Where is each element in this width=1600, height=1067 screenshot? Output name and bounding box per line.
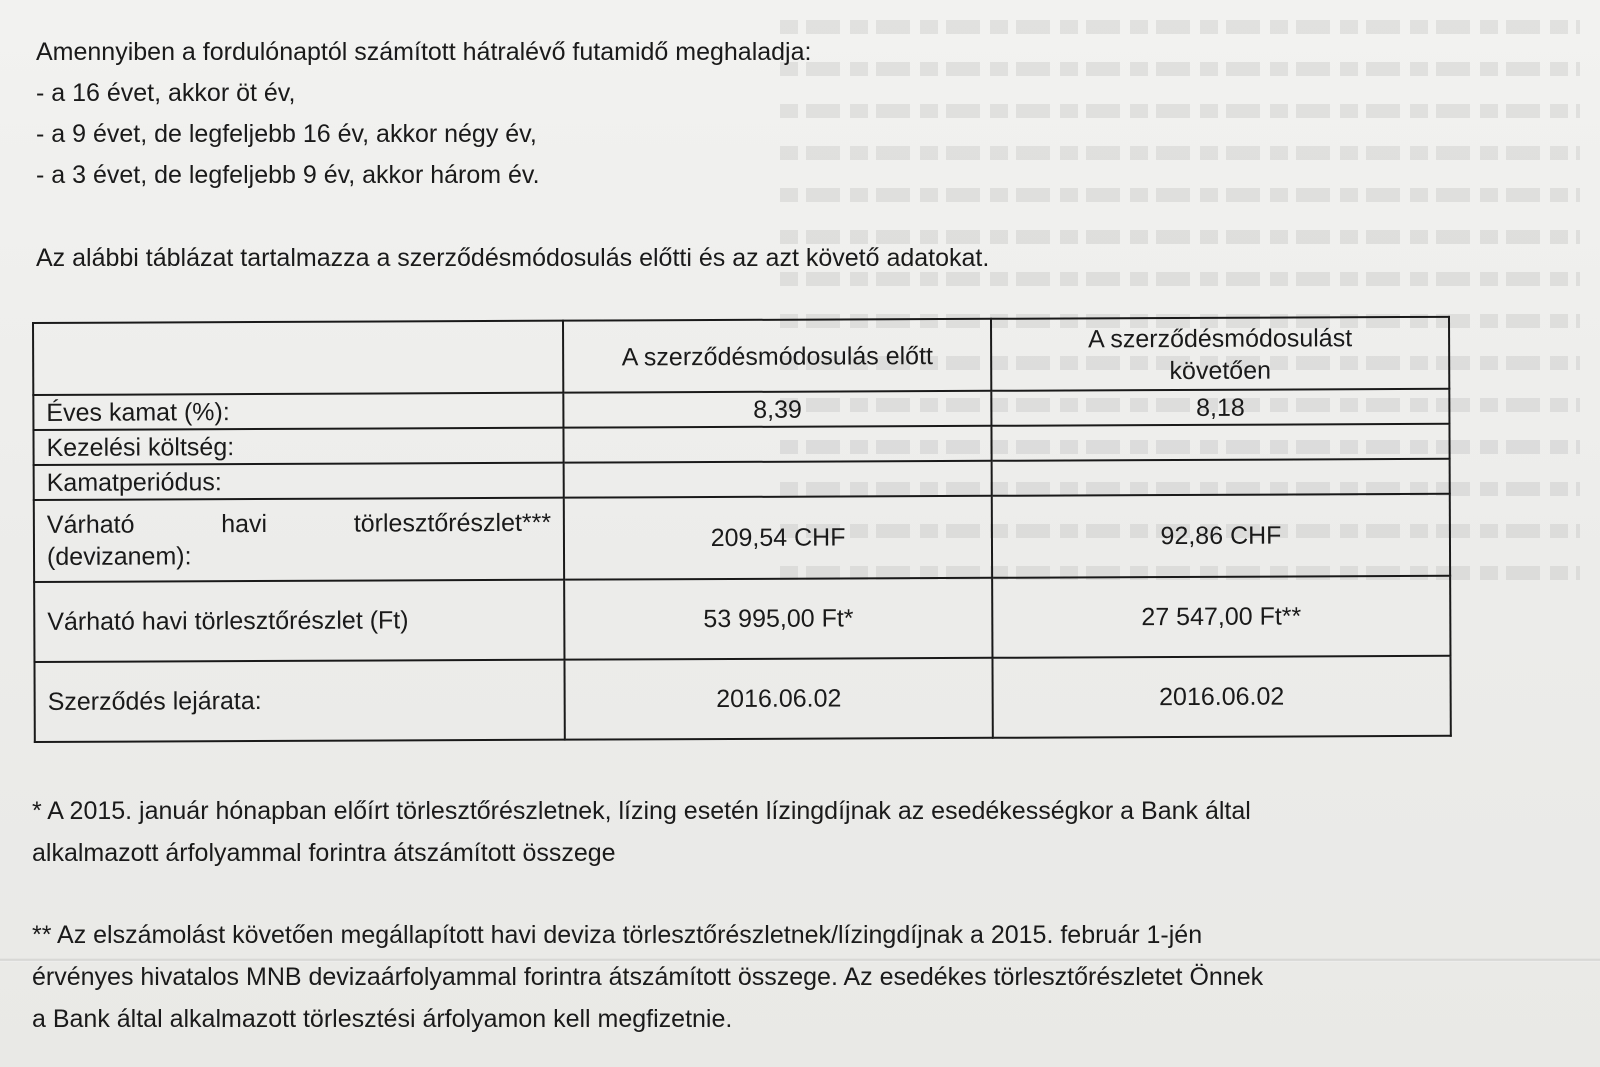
row-value-before	[564, 426, 992, 463]
row-label: Várható havi törlesztőrészlet (Ft)	[34, 580, 565, 662]
row-label: Kezelési költség:	[33, 428, 563, 465]
header-after	[991, 317, 1449, 391]
table-row	[34, 494, 1450, 582]
table-row	[34, 576, 1450, 662]
row-value-before: 53 995,00 Ft*	[564, 578, 992, 660]
row-value-before: 209,54 CHF	[564, 496, 992, 580]
footnote-line: a Bank által alkalmazott törlesztési árfolyamon kell megfizetnie.	[32, 1005, 733, 1033]
header-after-line2: követően	[1169, 356, 1272, 386]
contract-data-table	[32, 316, 1452, 743]
intro-paragraph	[36, 32, 811, 196]
intro-list-item: - a 9 évet, de legfeljebb 16 év, akkor négy év,	[36, 120, 537, 148]
row-label-line1	[47, 507, 551, 541]
row-label	[34, 498, 565, 582]
header-after-line1: A szerződésmódosulást	[1088, 324, 1353, 354]
row-value-before: 2016.06.02	[565, 658, 993, 740]
label-word: Várható	[46, 510, 135, 539]
header-blank-cell	[33, 321, 564, 395]
intro-line: Amennyiben a fordulónaptól számított hátralévő futamidő meghaladja:	[36, 38, 812, 66]
footnote-line: alkalmazott árfolyammal forintra átszámított összege	[32, 839, 616, 867]
header-before: A szerződésmódosulás előtt	[563, 319, 991, 393]
row-value-after: 2016.06.02	[993, 656, 1451, 738]
footnote-line: * A 2015. január hónapban előírt törlesztőrészletnek, lízing esetén lízingdíjnak az esedékességkor a Bank által	[32, 797, 1251, 825]
row-label: Kamatperiódus:	[34, 463, 564, 500]
row-value-after: 27 547,00 Ft**	[992, 576, 1450, 658]
intro-list-item: - a 16 évet, akkor öt év,	[36, 79, 296, 107]
row-label: Éves kamat (%):	[33, 393, 563, 430]
footnote-single-asterisk	[32, 790, 1568, 874]
label-word: törlesztőrészlet***	[353, 508, 552, 538]
row-label-line2: (devizanem):	[46, 542, 192, 571]
row-value-before	[564, 461, 992, 498]
row-value-after: 8,18	[991, 389, 1449, 426]
footnote-double-asterisk	[32, 914, 1568, 1040]
table-row	[34, 656, 1450, 742]
row-value-after: 92,86 CHF	[992, 494, 1450, 578]
intro-list-item: - a 3 évet, de legfeljebb 9 év, akkor három év.	[36, 161, 540, 189]
table-header-row	[33, 317, 1449, 395]
table-intro-sentence: Az alábbi táblázat tartalmazza a szerződésmódosulás előtti és az azt követő adatokat.	[36, 244, 990, 272]
label-word: havi	[221, 509, 268, 539]
row-value-before: 8,39	[564, 391, 992, 428]
footnote-line: érvényes hivatalos MNB devizaárfolyammal forintra átszámított összege. Az esedékes törlesztőrészletet Önnek	[32, 963, 1264, 991]
footnote-line: ** Az elszámolást követően megállapított havi deviza törlesztőrészletnek/lízingdíjnak a 2015. február 1-jén	[32, 921, 1203, 949]
row-label: Szerződés lejárata:	[34, 660, 565, 742]
row-value-after	[992, 424, 1450, 461]
row-value-after	[992, 459, 1450, 496]
